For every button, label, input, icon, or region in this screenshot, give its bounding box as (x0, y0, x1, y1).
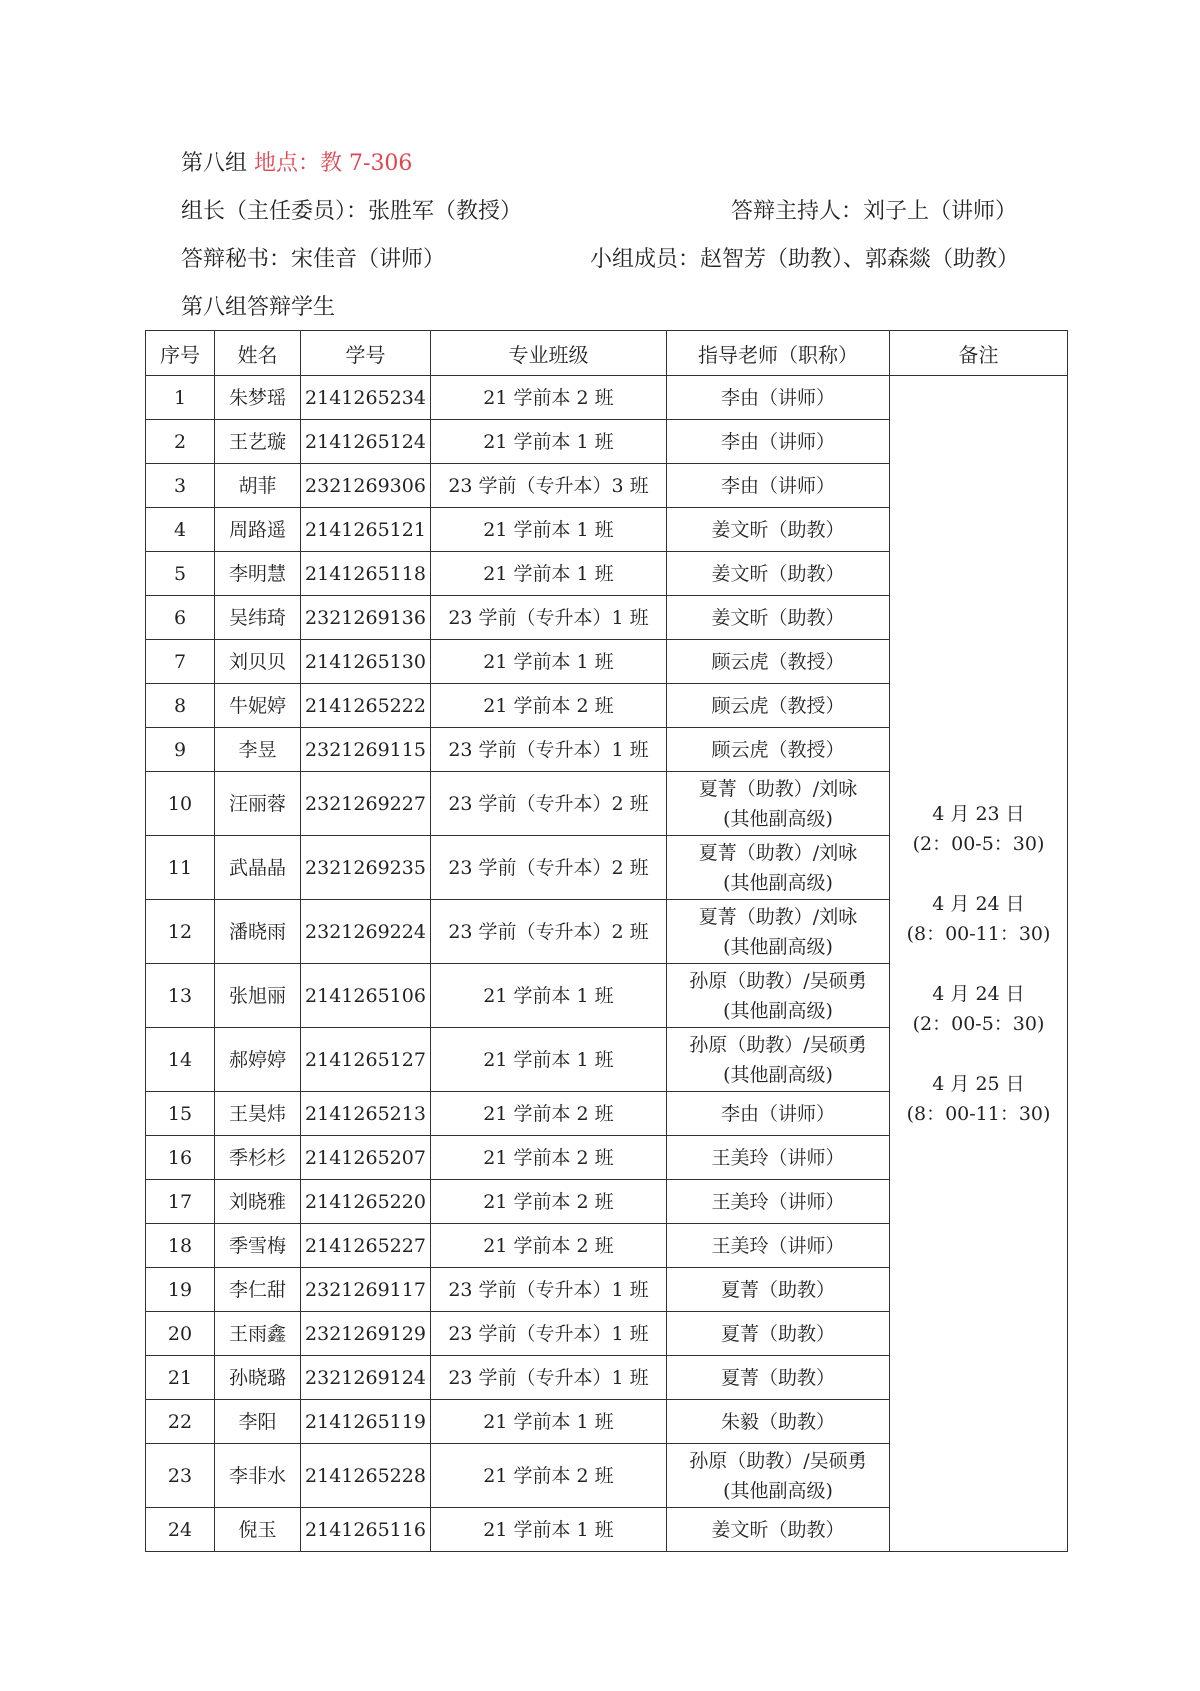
cell-no: 7 (146, 640, 215, 684)
cell-student-id: 2141265222 (301, 684, 431, 728)
cell-class: 21 学前本 2 班 (431, 684, 667, 728)
advisor-line: 夏菁（助教） (720, 1322, 835, 1345)
header-class: 专业班级 (431, 331, 667, 376)
schedule-date: 4 月 23 日 (932, 802, 1025, 825)
schedule-date: 4 月 25 日 (932, 1072, 1025, 1095)
cell-name: 季雪梅 (215, 1224, 301, 1268)
cell-no: 5 (146, 552, 215, 596)
advisor-line: 夏菁（助教）/刘咏 (698, 777, 858, 800)
cell-advisor (667, 1444, 890, 1508)
cell-no: 10 (146, 772, 215, 836)
cell-student-id: 2141265207 (301, 1136, 431, 1180)
cell-advisor (667, 552, 890, 596)
cell-class: 21 学前本 1 班 (431, 964, 667, 1028)
cell-name: 刘晓雅 (215, 1180, 301, 1224)
advisor-line: 夏菁（助教） (720, 1366, 835, 1389)
advisor-line: 李由（讲师） (720, 1102, 835, 1125)
cell-student-id: 2141265116 (301, 1508, 431, 1552)
advisor-line: 夏菁（助教）/刘咏 (698, 841, 858, 864)
cell-name: 李非水 (215, 1444, 301, 1508)
cell-name: 汪丽蓉 (215, 772, 301, 836)
header-advisor: 指导老师（职称） (667, 331, 890, 376)
cell-advisor (667, 508, 890, 552)
cell-class: 21 学前本 1 班 (431, 1028, 667, 1092)
cell-name: 王雨鑫 (215, 1312, 301, 1356)
cell-no: 20 (146, 1312, 215, 1356)
leader-line (181, 188, 1041, 236)
cell-advisor (667, 1028, 890, 1092)
cell-name: 孙晓璐 (215, 1356, 301, 1400)
cell-advisor (667, 1508, 890, 1552)
cell-name: 武晶晶 (215, 836, 301, 900)
advisor-line: 孙原（助教）/吴硕勇 (689, 969, 867, 992)
cell-student-id: 2141265213 (301, 1092, 431, 1136)
schedule-time: (2：00-5：30) (912, 1012, 1045, 1035)
cell-no: 13 (146, 964, 215, 1028)
cell-name: 张旭丽 (215, 964, 301, 1028)
cell-name: 牛妮婷 (215, 684, 301, 728)
header-no: 序号 (146, 331, 215, 376)
cell-advisor (667, 464, 890, 508)
cell-name: 季杉杉 (215, 1136, 301, 1180)
cell-no: 12 (146, 900, 215, 964)
cell-name: 李明慧 (215, 552, 301, 596)
group-leader: 组长（主任委员）：张胜军（教授） (181, 199, 523, 224)
cell-advisor (667, 640, 890, 684)
cell-advisor (667, 1312, 890, 1356)
cell-advisor (667, 964, 890, 1028)
cell-class: 21 学前本 1 班 (431, 640, 667, 684)
cell-class: 21 学前本 1 班 (431, 508, 667, 552)
cell-class: 21 学前本 1 班 (431, 1508, 667, 1552)
group-title: 第八组 (181, 151, 248, 176)
cell-class: 23 学前（专升本）2 班 (431, 900, 667, 964)
cell-class: 21 学前本 1 班 (431, 552, 667, 596)
advisor-line: 姜文昕（助教） (711, 606, 845, 629)
cell-student-id: 2321269235 (301, 836, 431, 900)
advisor-line: 姜文昕（助教） (711, 518, 845, 541)
schedule-time: (8：00-11：30) (906, 922, 1051, 945)
advisor-line: 王美玲（讲师） (711, 1190, 845, 1213)
header-note: 备注 (890, 331, 1068, 376)
cell-name: 李阳 (215, 1400, 301, 1444)
cell-no: 14 (146, 1028, 215, 1092)
advisor-line: 孙原（助教）/吴硕勇 (689, 1449, 867, 1472)
cell-class: 21 学前本 1 班 (431, 1400, 667, 1444)
cell-no: 8 (146, 684, 215, 728)
cell-no: 6 (146, 596, 215, 640)
cell-advisor (667, 1224, 890, 1268)
cell-class: 23 学前（专升本）2 班 (431, 772, 667, 836)
advisor-line: 顾云虎（教授） (711, 694, 845, 717)
advisor-line: 朱毅（助教） (720, 1410, 835, 1433)
advisor-line: 姜文昕（助教） (711, 1518, 845, 1541)
advisor-line: 姜文昕（助教） (711, 562, 845, 585)
cell-advisor (667, 1400, 890, 1444)
cell-student-id: 2321269129 (301, 1312, 431, 1356)
table-row (146, 376, 1068, 420)
advisor-line: 顾云虎（教授） (711, 650, 845, 673)
cell-no: 3 (146, 464, 215, 508)
cell-no: 21 (146, 1356, 215, 1400)
cell-name: 王昊炜 (215, 1092, 301, 1136)
cell-class: 21 学前本 1 班 (431, 420, 667, 464)
cell-no: 2 (146, 420, 215, 464)
cell-no: 11 (146, 836, 215, 900)
advisor-title-line: (其他副高级) (723, 935, 833, 958)
cell-class: 21 学前本 2 班 (431, 1444, 667, 1508)
cell-advisor (667, 596, 890, 640)
cell-class: 21 学前本 2 班 (431, 1092, 667, 1136)
cell-student-id: 2141265234 (301, 376, 431, 420)
cell-advisor (667, 1180, 890, 1224)
cell-advisor (667, 900, 890, 964)
cell-advisor (667, 1356, 890, 1400)
cell-advisor (667, 420, 890, 464)
schedule-time: (2：00-5：30) (912, 832, 1045, 855)
cell-name: 李仁甜 (215, 1268, 301, 1312)
cell-student-id: 2141265220 (301, 1180, 431, 1224)
cell-student-id: 2141265106 (301, 964, 431, 1028)
cell-student-id: 2141265121 (301, 508, 431, 552)
secretary-line (181, 236, 1041, 284)
cell-class: 21 学前本 2 班 (431, 1224, 667, 1268)
cell-advisor (667, 836, 890, 900)
students-heading: 第八组答辩学生 (181, 295, 336, 320)
cell-student-id: 2141265118 (301, 552, 431, 596)
cell-advisor (667, 1136, 890, 1180)
cell-student-id: 2321269227 (301, 772, 431, 836)
cell-name: 王艺璇 (215, 420, 301, 464)
group-members: 小组成员：赵智芳（助教）、郭森燚（助教） (589, 247, 1019, 272)
cell-name: 郝婷婷 (215, 1028, 301, 1092)
cell-no: 24 (146, 1508, 215, 1552)
advisor-line: 李由（讲师） (720, 386, 835, 409)
cell-student-id: 2321269117 (301, 1268, 431, 1312)
cell-class: 23 学前（专升本）2 班 (431, 836, 667, 900)
table-header-row (146, 331, 1068, 376)
cell-student-id: 2321269124 (301, 1356, 431, 1400)
cell-no: 19 (146, 1268, 215, 1312)
advisor-title-line: (其他副高级) (723, 871, 833, 894)
group-location: 地点：教 7-306 (254, 151, 413, 176)
header-name: 姓名 (215, 331, 301, 376)
cell-student-id: 2141265228 (301, 1444, 431, 1508)
cell-class: 23 学前（专升本）1 班 (431, 1268, 667, 1312)
cell-student-id: 2321269115 (301, 728, 431, 772)
cell-no: 22 (146, 1400, 215, 1444)
advisor-line: 王美玲（讲师） (711, 1234, 845, 1257)
advisor-line: 王美玲（讲师） (711, 1146, 845, 1169)
cell-no: 23 (146, 1444, 215, 1508)
advisor-line: 李由（讲师） (720, 474, 835, 497)
cell-no: 15 (146, 1092, 215, 1136)
cell-name: 李昱 (215, 728, 301, 772)
cell-name: 吴纬琦 (215, 596, 301, 640)
cell-advisor (667, 684, 890, 728)
cell-student-id: 2141265130 (301, 640, 431, 684)
cell-student-id: 2321269224 (301, 900, 431, 964)
cell-name: 刘贝贝 (215, 640, 301, 684)
cell-class: 21 学前本 2 班 (431, 376, 667, 420)
student-table (145, 330, 1068, 1552)
cell-student-id: 2141265124 (301, 420, 431, 464)
cell-student-id: 2321269306 (301, 464, 431, 508)
advisor-line: 顾云虎（教授） (711, 738, 845, 761)
cell-advisor (667, 1092, 890, 1136)
cell-no: 9 (146, 728, 215, 772)
cell-class: 23 学前（专升本）1 班 (431, 596, 667, 640)
cell-student-id: 2321269136 (301, 596, 431, 640)
cell-advisor (667, 1268, 890, 1312)
cell-advisor (667, 772, 890, 836)
cell-no: 18 (146, 1224, 215, 1268)
cell-note-schedule (890, 376, 1068, 1552)
cell-name: 潘晓雨 (215, 900, 301, 964)
advisor-line: 李由（讲师） (720, 430, 835, 453)
cell-name: 周路遥 (215, 508, 301, 552)
cell-student-id: 2141265227 (301, 1224, 431, 1268)
cell-name: 胡菲 (215, 464, 301, 508)
cell-student-id: 2141265127 (301, 1028, 431, 1092)
advisor-title-line: (其他副高级) (723, 1063, 833, 1086)
advisor-line: 夏菁（助教） (720, 1278, 835, 1301)
advisor-title-line: (其他副高级) (723, 1479, 833, 1502)
schedule-time: (8：00-11：30) (906, 1102, 1051, 1125)
advisor-title-line: (其他副高级) (723, 999, 833, 1022)
cell-class: 21 学前本 2 班 (431, 1136, 667, 1180)
group-title-line (181, 140, 1041, 188)
cell-no: 1 (146, 376, 215, 420)
header-id: 学号 (301, 331, 431, 376)
cell-name: 朱梦瑶 (215, 376, 301, 420)
cell-class: 23 学前（专升本）3 班 (431, 464, 667, 508)
schedule-date: 4 月 24 日 (932, 982, 1025, 1005)
cell-class: 23 学前（专升本）1 班 (431, 728, 667, 772)
cell-no: 4 (146, 508, 215, 552)
cell-advisor (667, 376, 890, 420)
cell-advisor (667, 728, 890, 772)
cell-student-id: 2141265119 (301, 1400, 431, 1444)
cell-class: 21 学前本 2 班 (431, 1180, 667, 1224)
defense-host: 答辩主持人：刘子上（讲师） (730, 199, 1017, 224)
cell-class: 23 学前（专升本）1 班 (431, 1312, 667, 1356)
advisor-line: 夏菁（助教）/刘咏 (698, 905, 858, 928)
cell-name: 倪玉 (215, 1508, 301, 1552)
cell-class: 23 学前（专升本）1 班 (431, 1356, 667, 1400)
advisor-line: 孙原（助教）/吴硕勇 (689, 1033, 867, 1056)
cell-no: 16 (146, 1136, 215, 1180)
group-header (181, 140, 1041, 332)
advisor-title-line: (其他副高级) (723, 807, 833, 830)
defense-secretary: 答辩秘书：宋佳音（讲师） (181, 247, 446, 272)
schedule-date: 4 月 24 日 (932, 892, 1025, 915)
cell-no: 17 (146, 1180, 215, 1224)
